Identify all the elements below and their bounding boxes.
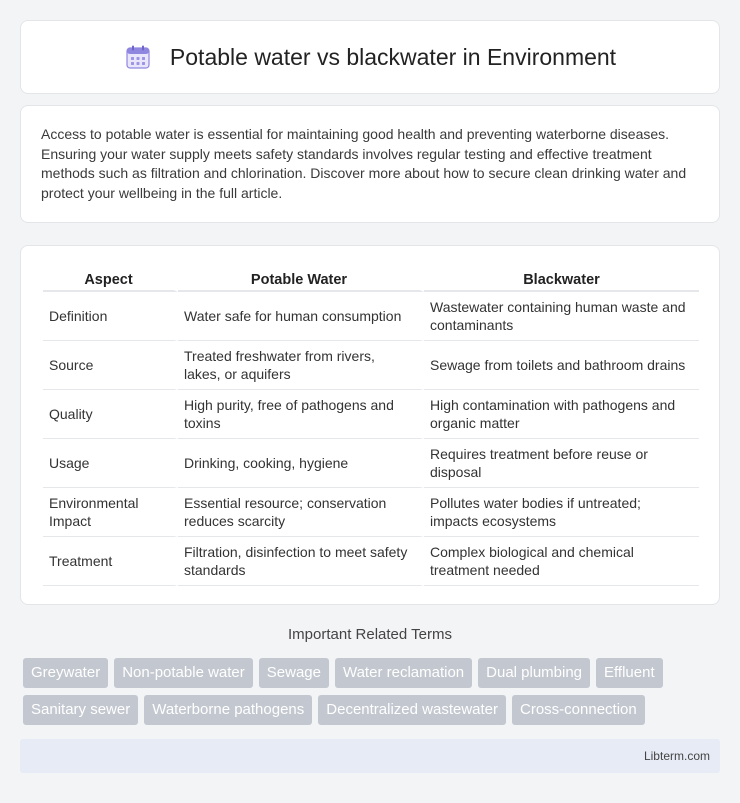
- header-card: [20, 20, 720, 94]
- term-tag-decentralized-wastewater[interactable]: Decentralized wastewater: [318, 695, 506, 725]
- calendar-icon: [124, 43, 152, 71]
- table-row: [43, 341, 699, 390]
- table-row: [43, 537, 699, 586]
- table-cell-potable: Treated freshwater from rivers, lakes, or aquifers: [178, 341, 424, 390]
- related-terms-list: [23, 658, 723, 725]
- table-cell-blackwater: Wastewater containing human waste and contaminants: [424, 292, 699, 341]
- table-cell-aspect: Definition: [43, 292, 178, 341]
- comparison-table-card: [20, 245, 720, 605]
- term-tag-water-reclamation[interactable]: Water reclamation: [335, 658, 472, 688]
- intro-text: Access to potable water is essential for maintaining good health and preventing waterborne diseases. Ensuring your water supply meets safety standards involves regular testing and effective treatment methods such as filtration and chlorination. Discover more about how to secure clean drinking water and protect your wellbeing in the full article.: [41, 126, 687, 201]
- table-cell-blackwater: Pollutes water bodies if untreated; impacts ecosystems: [424, 488, 699, 537]
- table-cell-blackwater: Requires treatment before reuse or disposal: [424, 439, 699, 488]
- term-tag-waterborne-pathogens[interactable]: Waterborne pathogens: [144, 695, 312, 725]
- term-tag-dual-plumbing[interactable]: Dual plumbing: [478, 658, 590, 688]
- term-tag-non-potable-water[interactable]: Non-potable water: [114, 658, 253, 688]
- table-cell-blackwater: Sewage from toilets and bathroom drains: [424, 341, 699, 390]
- column-header-blackwater: Blackwater: [424, 266, 699, 292]
- table-cell-aspect: Quality: [43, 390, 178, 439]
- related-terms-title: Important Related Terms: [288, 626, 452, 643]
- intro-card: [20, 105, 720, 223]
- footer: [20, 739, 720, 773]
- term-tag-effluent[interactable]: Effluent: [596, 658, 663, 688]
- column-header-potable-water: Potable Water: [178, 266, 424, 292]
- table-cell-aspect: Usage: [43, 439, 178, 488]
- table-cell-potable: Water safe for human consumption: [178, 292, 424, 341]
- term-tag-cross-connection[interactable]: Cross-connection: [512, 695, 645, 725]
- term-tag-greywater[interactable]: Greywater: [23, 658, 108, 688]
- column-header-aspect: Aspect: [43, 266, 178, 292]
- table-cell-aspect: Environmental Impact: [43, 488, 178, 537]
- table-row: [43, 292, 699, 341]
- table-cell-aspect: Treatment: [43, 537, 178, 586]
- table-cell-potable: High purity, free of pathogens and toxins: [178, 390, 424, 439]
- table-cell-blackwater: Complex biological and chemical treatment needed: [424, 537, 699, 586]
- table-row: [43, 439, 699, 488]
- term-tag-sewage[interactable]: Sewage: [259, 658, 329, 688]
- table-cell-aspect: Source: [43, 341, 178, 390]
- term-tag-sanitary-sewer[interactable]: Sanitary sewer: [23, 695, 138, 725]
- table-row: [43, 488, 699, 537]
- table-cell-potable: Filtration, disinfection to meet safety standards: [178, 537, 424, 586]
- table-cell-potable: Drinking, cooking, hygiene: [178, 439, 424, 488]
- footer-brand-link[interactable]: Libterm.com: [643, 749, 710, 763]
- table-header-row: [43, 266, 699, 292]
- table-cell-blackwater: High contamination with pathogens and organic matter: [424, 390, 699, 439]
- table-row: [43, 390, 699, 439]
- table-cell-potable: Essential resource; conservation reduces scarcity: [178, 488, 424, 537]
- page-title: Potable water vs blackwater in Environment: [169, 43, 617, 70]
- comparison-table: [43, 266, 699, 586]
